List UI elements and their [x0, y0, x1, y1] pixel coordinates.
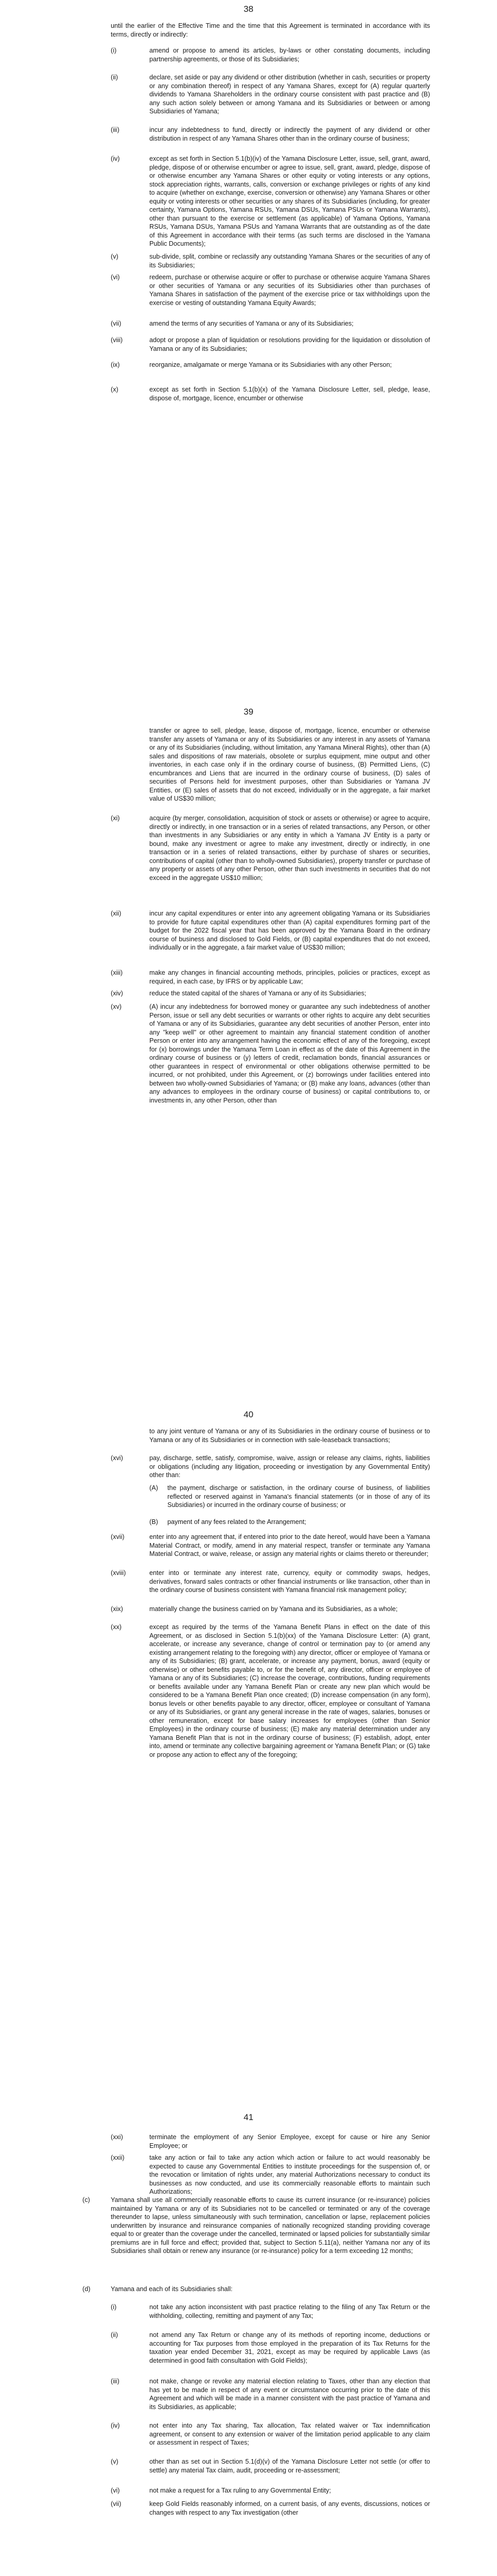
item-text: amend or propose to amend its articles, by-laws or other constating documents, including partnership agreements, or those of its Subsidiaries;	[149, 47, 430, 63]
item-label: (xxi)	[111, 2133, 123, 2141]
item-label: (xx)	[111, 1623, 122, 1631]
continuation-paragraph: transfer or agree to sell, pledge, lease, dispose of, mortgage, licence, encumber or otherwise transfer any assets of Yamana or any of its Subsidiaries or any interest in any assets of Yamana or any of its Subsidiaries (including, without limitation, any Yamana Mineral Rights), other than (A) sales and dispositions of raw materials, obsolete or surplus equipment, mine output and other inventories, in each case only if in the ordinary course of business, (B) Permitted Liens, (C) encumbrances and Liens that are incurred in the ordinary course of business, (D) sales of securities of Persons held for investment purposes, other than Subsidiaries or Yamana JV Entities, or (E) sales of assets that do not exceed, individually or in the aggregate, a fair market value of US$30 million;	[149, 727, 430, 802]
item-text: sub-divide, split, combine or reclassify any outstanding Yamana Shares or the securities of any of its Subsidiaries;	[149, 253, 430, 269]
item-text: declare, set aside or pay any dividend or other distribution (whether in cash, securities or property or any combination thereof) in respect of any Yamana Shares, except for (A) regular quarterly dividends to Yamana Shareholders in the ordinary course consistent with past practice and (B) any such action solely between or among Yamana and its Subsidiaries or between or among Subsidiaries of Yamana;	[149, 74, 430, 115]
list-item	[111, 1569, 430, 1595]
item-text: except as set forth in Section 5.1(b)(x) of the Yamana Disclosure Letter, sell, pledge, lease, dispose of, mortgage, licence, encumber or otherwise	[149, 386, 430, 402]
list-item	[111, 155, 430, 248]
list-item	[111, 2377, 430, 2411]
section-item	[82, 2285, 430, 2294]
item-label: (ii)	[111, 2331, 118, 2338]
item-label: (vi)	[111, 2487, 120, 2494]
list-item	[111, 2500, 430, 2517]
list-item	[111, 2486, 430, 2495]
section-item	[82, 2196, 430, 2256]
item-text: other than as set out in Section 5.1(d)(v) of the Yamana Disclosure Letter not settle (or offer to settle) any material Tax claim, audit, proceeding or re-assessment;	[149, 2458, 430, 2474]
item-label: (xxii)	[111, 2154, 125, 2161]
page-number: 39	[244, 707, 253, 717]
item-label: (xviii)	[111, 1569, 126, 1577]
item-text: enter into any agreement that, if entered into prior to the date hereof, would have been a Yamana Material Contract, or modify, amend in any material respect, transfer or terminate any Yamana Material Contract, or waive, release, or assign any material rights or claims thereto or thereunder;	[149, 1533, 430, 1557]
item-text: materially change the business carried on by Yamana and its Subsidiaries, as a whole;	[149, 1605, 398, 1613]
page-number: 38	[244, 4, 253, 14]
item-label: (iv)	[111, 155, 120, 162]
list-item	[111, 2154, 430, 2196]
item-text: adopt or propose a plan of liquidation or resolutions providing for the liquidation or dissolution of Yamana or any of its Subsidiaries;	[149, 336, 430, 352]
item-text: (A) incur any indebtedness for borrowed money or guarantee any such indebtedness of another Person, issue or sell any debt securities or warrants or other rights to acquire any debt securities of Yamana or any of its Subsidiaries, guarantee any debt securities of another Person, enter into any "keep well" or other agreement to maintain any financial statement condition of another Person or enter into any arrangement having the economic effect of any of the foregoing, except for (x) borrowings under the Yamana Term Loan in effect as of the date of this Agreement in the ordinary course of business or (y) letters of credit, reclamation bonds, financial assurances or other guarantees in respect of environmental or other obligations otherwise permitted to be incurred, or not prohibited, under this Agreement, or (z) borrowings under facilities entered into between two wholly-owned Subsidiaries of Yamana; or (B) make any loans, advances (other than any advances to employees in the ordinary course of business) or capital contributions to, or investments in, any other Person, other than	[149, 1003, 430, 1104]
list-item	[111, 1533, 430, 1558]
sub-list-item	[149, 1518, 430, 1527]
list-item	[111, 46, 430, 63]
item-text: redeem, purchase or otherwise acquire or offer to purchase or otherwise acquire Yamana Shares or other securities of Yamana or any securities of its Subsidiaries other than purchases of Yamana Shares in satisfaction of the payment of the exercise price or tax withholdings upon the exercise or vesting of outstanding Yamana Equity Awards;	[149, 274, 430, 307]
section-label: (d)	[82, 2285, 91, 2293]
item-label: (v)	[111, 253, 118, 260]
list-item	[111, 2303, 430, 2320]
list-item	[111, 1003, 430, 1105]
item-text: not make, change or revoke any material election relating to Taxes, other than any election that has yet to be made in respect of any event or circumstance occurring prior to the date of this Agreement and which will be made in a manner consistent with the past practice of Yamana and its Subsidiaries, as applicable;	[149, 2378, 430, 2411]
item-text: make any changes in financial accounting methods, principles, policies or practices, except as required, in each case, by IFRS or by applicable Law;	[149, 969, 430, 985]
list-item	[111, 909, 430, 952]
item-text: amend the terms of any securities of Yamana or any of its Subsidiaries;	[149, 320, 354, 327]
list-item	[111, 361, 430, 369]
item-label: (vi)	[111, 274, 120, 281]
list-item	[111, 252, 430, 269]
item-text: not amend any Tax Return or change any of its methods of reporting income, deductions or accounting for Tax purposes from those employed in the preparation of its Tax Returns for the taxation year ended December 31, 2021, except as may be required by applicable Laws (as determined in good faith consultation with Gold Fields);	[149, 2331, 430, 2364]
item-label: (viii)	[111, 336, 123, 344]
item-text: the payment, discharge or satisfaction, in the ordinary course of business, of liabilities reflected or reserved against in Yamana's financial statements (or in those of any of its Subsidiaries) or incurred in the ordinary course of business; or	[167, 1484, 430, 1509]
page-number: 41	[244, 2112, 253, 2122]
intro-paragraph: until the earlier of the Effective Time and the time that this Agreement is terminated in accordance with its terms, directly or indirectly:	[111, 22, 430, 38]
sub-list-item	[149, 1484, 430, 1510]
list-item	[111, 814, 430, 882]
item-label: (vii)	[111, 320, 122, 327]
list-item	[111, 969, 430, 986]
item-label: (xvii)	[111, 1533, 125, 1540]
list-item	[111, 2458, 430, 2475]
list-item	[111, 2133, 430, 2150]
item-label: (x)	[111, 386, 118, 393]
item-label: (A)	[149, 1484, 158, 1492]
item-label: (xiii)	[111, 969, 123, 976]
item-text: incur any indebtedness to fund, directly or indirectly the payment of any dividend or other distribution in respect of any Yamana Shares other than in the ordinary course of business;	[149, 126, 430, 142]
list-item	[111, 989, 430, 998]
item-label: (iii)	[111, 126, 119, 133]
list-item	[111, 1605, 430, 1614]
item-label: (xix)	[111, 1605, 123, 1613]
item-label: (iii)	[111, 2378, 119, 2385]
item-text: terminate the employment of any Senior Employee, except for cause or hire any Senior Employee; or	[149, 2133, 430, 2149]
item-label: (xvi)	[111, 1454, 123, 1462]
section-text: Yamana and each of its Subsidiaries shall:	[111, 2285, 233, 2293]
continuation-paragraph: to any joint venture of Yamana or any of its Subsidiaries in the ordinary course of business or to Yamana or any of its Subsidiaries or in connection with sale-leaseback transactions;	[149, 1428, 430, 1444]
item-label: (xii)	[111, 910, 122, 917]
item-text: incur any capital expenditures or enter into any agreement obligating Yamana or its Subsidiaries to provide for future capital expenditures other than (A) capital expenditures forming part of the budget for the 2022 fiscal year that has been approved by the Yamana Board in the ordinary course of business and disclosed to Gold Fields, or (B) capital expenditures that do not exceed, individually or in the aggregate, a fair market value of US$30 million;	[149, 910, 430, 951]
item-label: (v)	[111, 2458, 118, 2465]
list-item	[111, 2421, 430, 2447]
item-text: not make a request for a Tax ruling to any Governmental Entity;	[149, 2487, 331, 2494]
item-text: not enter into any Tax sharing, Tax allocation, Tax related waiver or Tax indemnification agreement, or consent to any extension or waiver of the limitation period applicable to any claim or assessment in respect of Taxes;	[149, 2422, 430, 2446]
list-item	[111, 336, 430, 353]
list-item	[111, 1454, 430, 1480]
item-label: (xiv)	[111, 990, 123, 997]
item-label: (ii)	[111, 74, 118, 81]
item-text: take any action or fail to take any action which action or failure to act would reasonably be expected to cause any Governmental Entities to institute proceedings for the suspension of, or the revocation or limitation of rights under, any material Authorizations necessary to conduct its businesses as now conducted, and use its commercially reasonable efforts to maintain such Authorizations;	[149, 2154, 430, 2195]
list-item	[111, 319, 430, 328]
item-text: keep Gold Fields reasonably informed, on a current basis, of any events, discussions, notices or changes with respect to any Tax investigation (other	[149, 2500, 430, 2516]
item-label: (iv)	[111, 2422, 120, 2429]
item-label: (i)	[111, 2303, 117, 2311]
list-item	[111, 385, 430, 402]
item-text: not take any action inconsistent with past practice relating to the filing of any Tax Return or the withholding, collecting, remitting and payment of any Tax;	[149, 2303, 430, 2319]
section-label: (c)	[82, 2196, 90, 2204]
item-label: (i)	[111, 47, 117, 54]
section-text: Yamana shall use all commercially reasonable efforts to cause its current insurance (or re-insurance) policies maintained by Yamana or any of its Subsidiaries not to be cancelled or terminated or any of the coverage thereunder to lapse, unless simultaneously with such termination, cancellation or lapse, replacement policies underwritten by insurance and reinsurance companies of nationally recognized standing providing coverage equal to or greater than the coverage under the cancelled, terminated or lapsed policies for substantially similar premiums are in full force and effect; provided that, subject to Section 5.11(a), neither Yamana nor any of its Subsidiaries shall obtain or renew any insurance (or re-insurance) policy for a term exceeding 12 months;	[111, 2196, 430, 2255]
list-item	[111, 2331, 430, 2365]
list-item	[111, 126, 430, 143]
item-text: payment of any fees related to the Arrangement;	[167, 1518, 306, 1526]
item-text: except as set forth in Section 5.1(b)(iv) of the Yamana Disclosure Letter, issue, sell, grant, award, pledge, dispose of or otherwise encumber or agree to issue, sell, grant, award, pledge, dispose of or otherwise encumber any Yamana Shares or other equity or voting interests or any options, stock appreciation rights, warrants, calls, conversion or exchange privileges or rights of any kind to acquire (whether on exchange, exercise, conversion or otherwise) any Yamana Shares or other equity or voting interests or other securities or any shares of its Subsidiaries (including, for greater certainty, Yamana Options, Yamana RSUs, Yamana DSUs, Yamana PSUs or Yamana Warrants), other than pursuant to the exercise or settlement (as applicable) of Yamana Options, Yamana RSUs, Yamana DSUs, Yamana PSUs and Yamana Warrants that are outstanding as of the date of this Agreement in accordance with their terms (as such terms are disclosed in the Yamana Public Documents);	[149, 155, 430, 247]
item-text: pay, discharge, settle, satisfy, compromise, waive, assign or release any claims, rights, liabilities or obligations (including any litigation, proceeding or investigation by any Governmental Entity) other than:	[149, 1454, 430, 1479]
list-item	[111, 1623, 430, 1759]
list-item	[111, 273, 430, 307]
item-text: enter into or terminate any interest rate, currency, equity or commodity swaps, hedges, derivatives, forward sales contracts or other financial instruments or like transaction, other than in the ordinary course of business consistent with Yamana financial risk management policy;	[149, 1569, 430, 1594]
item-text: except as required by the terms of the Yamana Benefit Plans in effect on the date of this Agreement, or as disclosed in Section 5.1(b)(xx) of the Yamana Disclosure Letter: (A) grant, accelerate, or increase any severance, change of control or termination pay to (or amend any existing arrangement relating to the foregoing with) any director, officer or employee of Yamana or any of its Subsidiaries; (B) grant, accelerate, or increase any payment, bonus, award (equity or otherwise) or other benefits payable to, or for the benefit of, any director, officer or employee of Yamana or any of its Subsidiaries; (C) increase the coverage, contributions, funding requirements or benefits available under any Yamana Benefit Plan or create any new plan which would be considered to be a Yamana Benefit Plan once created; (D) increase compensation (in any form), bonus levels or other benefits payable to any director, officer, employee or consultant of Yamana or any of its Subsidiaries, or grant any general increase in the rate of wages, salaries, bonuses or other remuneration, except for base salary increases for employees (other than Senior Employees) in the ordinary course of business; (E) make any material determination under any Yamana Benefit Plan that is not in the ordinary course of business; (F) establish, adopt, enter into, amend or terminate any collective bargaining agreement or Yamana Benefit Plan; or (G) take or propose any action to effect any of the foregoing;	[149, 1623, 430, 1758]
item-label: (xv)	[111, 1003, 122, 1010]
item-text: acquire (by merger, consolidation, acquisition of stock or assets or otherwise) or agree to acquire, directly or indirectly, in one transaction or in a series of related transactions, any Person, or other than investments in any Subsidiaries or any entity in which a Yamana JV Entity is a party or bound, make any investment or agree to make any investment, directly or indirectly, in one transaction or in a series of related transactions, either by purchase of shares or securities, contributions of capital (other than to wholly-owned Subsidiaries), property transfer or purchase of any property or assets of any other Person, other than such investments in securities that do not exceed in the aggregate US$10 million;	[149, 815, 430, 882]
item-text: reorganize, amalgamate or merge Yamana or its Subsidiaries with any other Person;	[149, 361, 392, 368]
item-text: reduce the stated capital of the shares of Yamana or any of its Subsidiaries;	[149, 990, 366, 997]
item-label: (ix)	[111, 361, 120, 368]
item-label: (xi)	[111, 815, 120, 822]
page-number: 40	[244, 1410, 253, 1419]
item-label: (vii)	[111, 2500, 122, 2507]
item-label: (B)	[149, 1518, 158, 1526]
list-item	[111, 73, 430, 116]
